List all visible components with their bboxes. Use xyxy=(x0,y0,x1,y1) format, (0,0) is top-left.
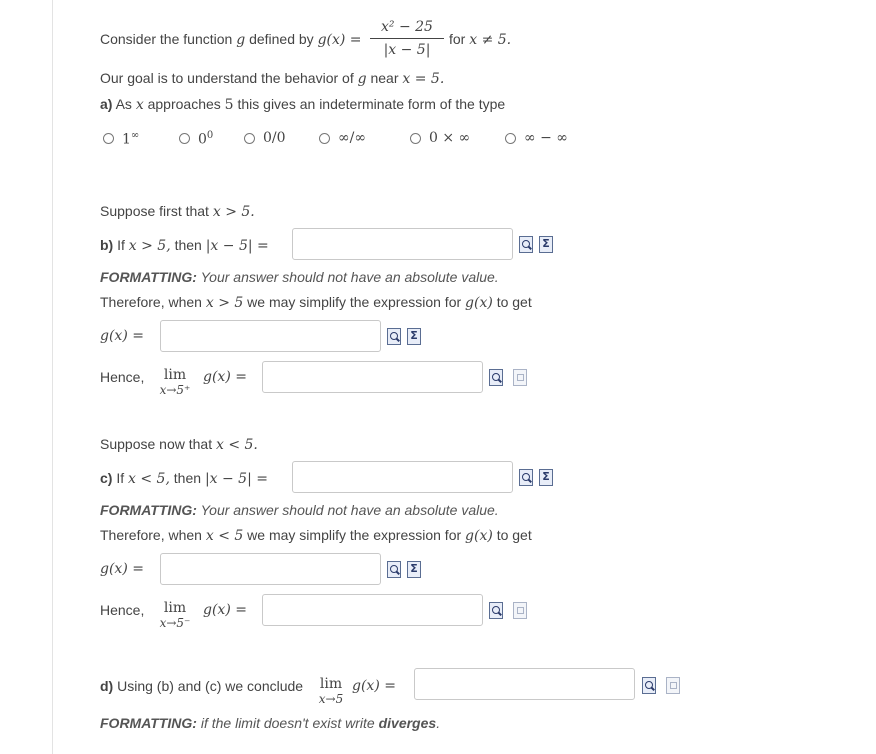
gx-eq-plus: g(x) = xyxy=(203,369,247,385)
option-label: 0/0 xyxy=(263,130,286,146)
page-icon[interactable] xyxy=(666,677,680,694)
gx-label-greater: g(x) = xyxy=(100,328,144,344)
lim-subscript: x→5⁻ xyxy=(159,616,191,630)
answer-b-input[interactable] xyxy=(292,228,513,260)
radio-button[interactable] xyxy=(179,133,190,144)
limit-minus-input[interactable] xyxy=(262,594,483,626)
limit-plus-input[interactable] xyxy=(262,361,483,393)
fraction-bar xyxy=(370,38,444,39)
gx-eq-d: g(x) = xyxy=(352,678,396,694)
preview-icon[interactable] xyxy=(642,677,656,694)
fraction-numerator: x² − 25 xyxy=(381,19,433,35)
part-a-question: a) As x approaches 5 this gives an indeterminate form of the type xyxy=(100,96,506,113)
option-0-times-inf[interactable] xyxy=(410,130,470,146)
gx-greater-input[interactable] xyxy=(160,320,381,352)
suppose-greater-text: Suppose first that x > 5. xyxy=(100,203,255,220)
preview-icon[interactable] xyxy=(519,236,533,253)
sigma-icon[interactable]: Σ xyxy=(407,328,421,345)
formatting-note-2: FORMATTING: Your answer should not have an absolute value. xyxy=(100,502,499,518)
option-inf-over-inf[interactable] xyxy=(319,130,366,146)
option-label: 1∞ xyxy=(122,130,140,148)
therefore-less-text: Therefore, when x < 5 we may simplify the expression for g(x) to get xyxy=(100,527,532,544)
option-0-over-0[interactable] xyxy=(244,130,286,146)
lim-word: lim xyxy=(163,367,187,383)
lim-word: lim xyxy=(319,676,343,692)
radio-button[interactable] xyxy=(103,133,114,144)
option-0-pow-0[interactable] xyxy=(179,130,213,148)
preview-icon[interactable] xyxy=(387,328,401,345)
left-border xyxy=(52,0,53,754)
part-d-question: d) Using (b) and (c) we conclude xyxy=(100,678,304,694)
hence-minus-text: Hence, xyxy=(100,602,145,618)
goal-text: Our goal is to understand the behavior of g near x = 5. xyxy=(100,70,445,87)
preview-icon[interactable] xyxy=(489,369,503,386)
gx-eq-minus: g(x) = xyxy=(203,602,247,618)
option-label: $0^0$ xyxy=(198,130,214,148)
intro-text: Consider the function g defined by g(x) = xyxy=(100,31,362,48)
gx-label-less: g(x) = xyxy=(100,561,144,577)
option-inf-minus-inf[interactable] xyxy=(505,130,568,146)
part-b-question: b) If x > 5, then |x − 5| = xyxy=(100,237,269,254)
function-fraction xyxy=(370,18,444,59)
limit-plus xyxy=(150,367,200,397)
answer-c-input[interactable] xyxy=(292,461,513,493)
radio-button[interactable] xyxy=(410,133,421,144)
option-label: ∞ − ∞ xyxy=(524,130,568,146)
answer-d-input[interactable] xyxy=(414,668,635,700)
sigma-icon[interactable]: Σ xyxy=(539,236,553,253)
option-1-inf[interactable] xyxy=(103,130,139,148)
radio-button[interactable] xyxy=(244,133,255,144)
hence-plus-text: Hence, xyxy=(100,369,145,385)
part-c-question: c) If x < 5, then |x − 5| = xyxy=(100,470,268,487)
limit-minus xyxy=(150,600,200,630)
sigma-icon[interactable]: Σ xyxy=(539,469,553,486)
preview-icon[interactable] xyxy=(519,469,533,486)
option-label: ∞/∞ xyxy=(338,130,367,146)
lim-subscript: x→5⁺ xyxy=(159,383,191,397)
gx-less-input[interactable] xyxy=(160,553,381,585)
lim-word: lim xyxy=(163,600,187,616)
limit-two-sided xyxy=(308,676,354,706)
sigma-icon[interactable]: Σ xyxy=(407,561,421,578)
radio-button[interactable] xyxy=(319,133,330,144)
fraction-denominator: |x − 5| xyxy=(383,42,431,58)
formatting-note-3: FORMATTING: if the limit doesn't exist write diverges. xyxy=(100,715,441,731)
option-label: 0 × ∞ xyxy=(429,130,471,146)
preview-icon[interactable] xyxy=(489,602,503,619)
preview-icon[interactable] xyxy=(387,561,401,578)
intro-condition: for x ≠ 5. xyxy=(449,31,512,48)
suppose-less-text: Suppose now that x < 5. xyxy=(100,436,258,453)
therefore-greater-text: Therefore, when x > 5 we may simplify the expression for g(x) to get xyxy=(100,294,532,311)
radio-button[interactable] xyxy=(505,133,516,144)
lim-subscript: x→5 xyxy=(318,692,344,706)
formatting-note-1: FORMATTING: Your answer should not have an absolute value. xyxy=(100,269,499,285)
page-icon[interactable] xyxy=(513,602,527,619)
page-icon[interactable] xyxy=(513,369,527,386)
